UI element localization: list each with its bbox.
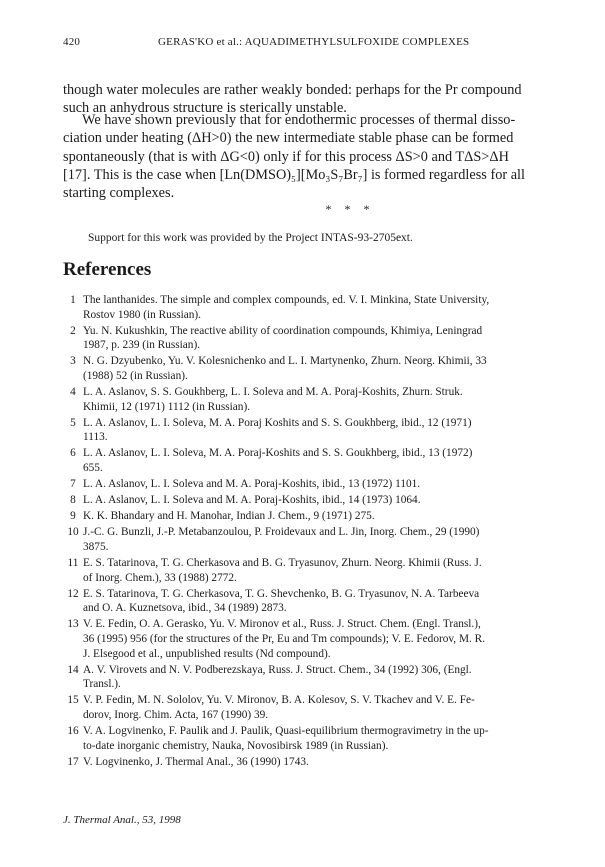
- reference-line: J.-C. G. Bunzli, J.-P. Metabanzoulou, P. Froidevaux and L. Jin, Inorg. Chem., 29 (1990): [83, 526, 480, 539]
- reference-line: L. A. Aslanov, L. I. Soleva and M. A. Poraj-Koshits, ibid., 13 (1972) 1101.: [83, 478, 421, 491]
- reference-item: [63, 293, 558, 322]
- text-line: We have shown previously that for endothermic processes of thermal disso-: [82, 112, 516, 128]
- reference-number: 3: [70, 355, 76, 368]
- reference-number: 10: [67, 526, 79, 539]
- reference-line: V. A. Logvinenko, F. Paulik and J. Paulik, Quasi-equilibrium thermogravimetry in the up-: [83, 725, 489, 738]
- reference-line: K. K. Bhandary and H. Manohar, Indian J. Chem., 9 (1971) 275.: [83, 510, 375, 523]
- reference-item: [63, 324, 558, 353]
- reference-number: 12: [67, 587, 79, 600]
- reference-text: [83, 663, 558, 692]
- reference-number: 2: [70, 324, 76, 337]
- reference-text: [83, 755, 558, 770]
- reference-item: [63, 724, 558, 753]
- reference-item: [63, 477, 558, 492]
- reference-number: 16: [67, 725, 79, 738]
- reference-line: E. S. Tatarinova, T. G. Cherkasova, T. G. Shevchenko, B. G. Tryasunov, N. A. Tarbeeva: [83, 587, 480, 600]
- reference-line: L. A. Aslanov, L. I. Soleva and M. A. Poraj-Koshits, ibid., 14 (1973) 1064.: [83, 494, 421, 507]
- reference-item: [63, 755, 558, 770]
- page-number: 420: [63, 36, 81, 48]
- reference-item: [63, 446, 558, 475]
- reference-item: [63, 416, 558, 445]
- reference-number: 6: [70, 447, 76, 460]
- text-line: though water molecules are rather weakly bonded: perhaps for the Pr compound: [63, 82, 522, 98]
- reference-text: [83, 293, 558, 322]
- reference-text: [83, 587, 558, 616]
- reference-number: 8: [70, 494, 76, 507]
- reference-line: A. V. Virovets and N. V. Podberezskaya, Russ. J. Struct. Chem., 34 (1992) 306, (Engl.: [83, 663, 472, 676]
- reference-text: [83, 556, 558, 585]
- reference-text: [83, 724, 558, 753]
- reference-number: 9: [70, 510, 76, 523]
- reference-line: 655.: [83, 462, 103, 475]
- text-line: ciation under heating (ΔH>0) the new intermediate stable phase can be formed: [63, 130, 514, 147]
- reference-line: Khimii, 12 (1971) 1112 (in Russian).: [83, 400, 251, 413]
- reference-number: 7: [70, 478, 76, 491]
- reference-line: L. A. Aslanov, S. S. Goukhberg, L. I. Soleva and M. A. Poraj-Koshits, Zhurn. Struk.: [83, 386, 463, 399]
- reference-text: [83, 693, 558, 722]
- section-separator: * * *: [325, 202, 370, 216]
- reference-number: 15: [67, 694, 79, 707]
- reference-line: and O. A. Kuznetsova, ibid., 34 (1989) 2873.: [83, 602, 287, 615]
- reference-text: [83, 477, 558, 492]
- reference-line: L. A. Aslanov, L. I. Soleva, M. A. Poraj Koshits and S. S. Goukhberg, ibid., 12 (1971): [83, 416, 472, 429]
- reference-number: 13: [67, 618, 79, 631]
- reference-number: 17: [67, 755, 79, 768]
- reference-line: 36 (1995) 956 (for the structures of the Pr, Eu and Tm compounds); V. E. Fedorov, M. R.: [83, 633, 486, 646]
- reference-line: Transl.).: [83, 678, 121, 691]
- reference-text: [83, 446, 558, 475]
- reference-line: (1988) 52 (in Russian).: [83, 369, 188, 382]
- reference-item: [63, 617, 558, 661]
- reference-line: V. P. Fedin, M. N. Sololov, Yu. V. Mironov, B. A. Kolesov, S. V. Tkachev and V. E. Fe-: [83, 694, 475, 707]
- page-header: [63, 36, 542, 52]
- reference-text: [83, 385, 558, 414]
- reference-number: 4: [70, 386, 76, 399]
- reference-item: [63, 385, 558, 414]
- reference-item: [63, 693, 558, 722]
- reference-line: V. E. Fedin, O. A. Gerasko, Yu. V. Mironov et al., Russ. J. Struct. Chem. (Engl. Transl.),: [83, 618, 481, 631]
- reference-list: [63, 293, 558, 771]
- reference-text: [83, 324, 558, 353]
- reference-item: [63, 587, 558, 616]
- running-head: GERAS'KO et al.: AQUADIMETHYLSULFOXIDE COMPLEXES: [158, 36, 470, 48]
- reference-item: [63, 509, 558, 524]
- reference-line: V. Logvinenko, J. Thermal Anal., 36 (1990) 1743.: [83, 755, 309, 768]
- reference-line: E. S. Tatarinova, T. G. Cherkasova and B. G. Tryasunov, Zhurn. Neorg. Khimii (Russ. J.: [83, 557, 482, 570]
- reference-line: dorov, Inorg. Chim. Acta, 167 (1990) 39.: [83, 709, 269, 722]
- paragraph-thermal-dissociation: [63, 111, 553, 202]
- reference-item: [63, 663, 558, 692]
- reference-item: [63, 354, 558, 383]
- reference-line: N. G. Dzyubenko, Yu. V. Kolesnichenko and L. I. Martynenko, Zhurn. Neorg. Khimii, 33: [83, 355, 487, 368]
- reference-text: [83, 509, 558, 524]
- reference-text: [83, 617, 558, 661]
- acknowledgement: Support for this work was provided by the Project INTAS-93-2705ext.: [88, 232, 413, 244]
- reference-item: [63, 556, 558, 585]
- reference-text: [83, 354, 558, 383]
- text-line: [17]. This is the case when [Ln(DMSO)₅][Mo₃S₇Br₇] is formed regardless for all: [63, 166, 525, 183]
- reference-line: 1987, p. 239 (in Russian).: [83, 339, 201, 352]
- reference-line: of Inorg. Chem.), 33 (1988) 2772.: [83, 571, 237, 584]
- reference-line: The lanthanides. The simple and complex compounds, ed. V. I. Minkina, State University,: [83, 294, 490, 306]
- text-line: spontaneously (that is with ΔG<0) only if for this process ΔS>0 and TΔS>ΔH: [63, 148, 509, 165]
- references-heading: References: [63, 259, 152, 280]
- reference-line: to-date inorganic chemistry, Nauka, Novosibirsk 1989 (in Russian).: [83, 739, 389, 752]
- reference-item: [63, 525, 558, 554]
- reference-text: [83, 416, 558, 445]
- reference-number: 14: [67, 663, 79, 676]
- text-line: such an anhydrous structure is sterically unstable.: [63, 100, 347, 117]
- text-line: starting complexes.: [63, 185, 175, 202]
- reference-number: 1: [70, 294, 76, 306]
- reference-line: Yu. N. Kukushkin, The reactive ability of coordination compounds, Khimiya, Leningrad: [83, 324, 483, 337]
- reference-line: 3875.: [83, 541, 109, 553]
- reference-line: L. A. Aslanov, L. I. Soleva, M. A. Poraj-Koshits and S. S. Goukhberg, ibid., 13 (1972): [83, 447, 473, 460]
- reference-number: 11: [67, 557, 79, 570]
- reference-number: 5: [70, 416, 76, 429]
- reference-text: [83, 493, 558, 508]
- journal-footer: J. Thermal Anal., 53, 1998: [63, 814, 181, 826]
- reference-line: J. Elsegood et al., unpublished results (Nd compound).: [83, 647, 331, 660]
- reference-text: [83, 525, 558, 554]
- reference-line: Rostov 1980 (in Russian).: [83, 308, 201, 321]
- reference-item: [63, 493, 558, 508]
- reference-line: 1113.: [83, 431, 108, 444]
